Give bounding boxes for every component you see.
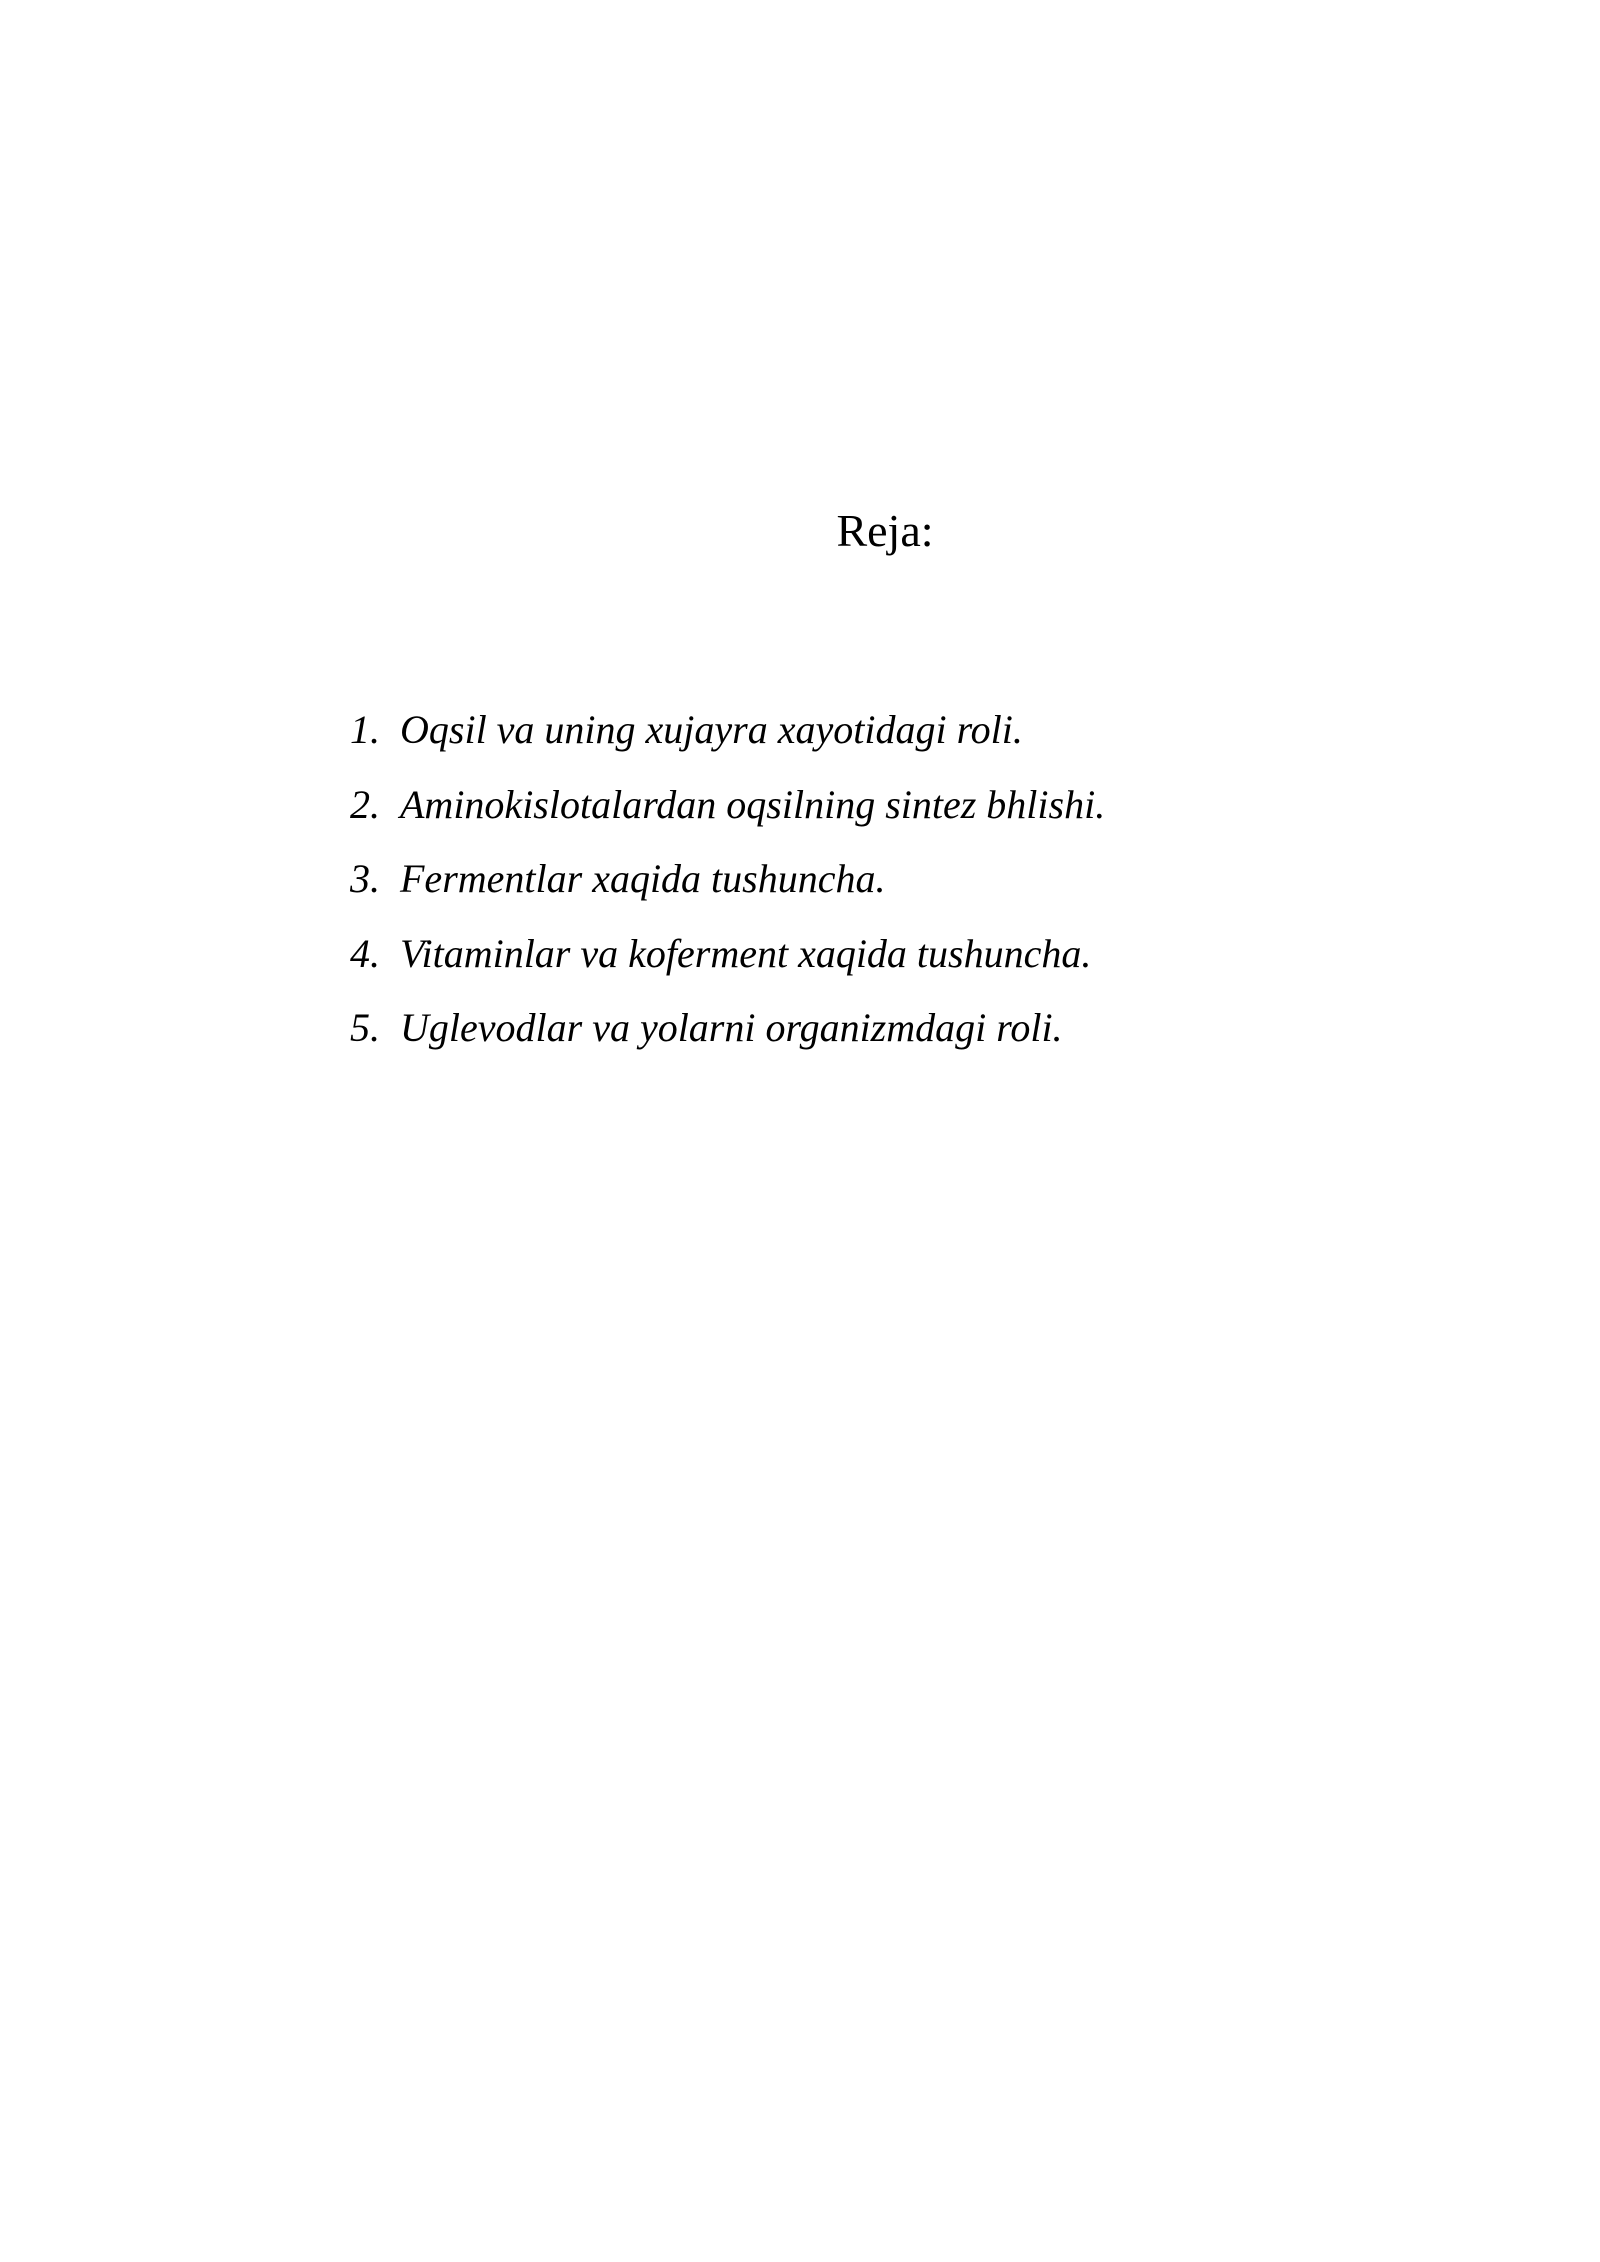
page-title: Reja: <box>836 505 934 556</box>
plan-list <box>350 693 1105 1066</box>
list-item <box>350 768 1105 843</box>
list-item-number: 4. <box>350 930 380 976</box>
list-item-number: 2. <box>350 781 380 827</box>
list-item-text: Aminokislotalardan oqsilning sintez bhlishi. <box>400 781 1106 827</box>
list-item-number: 1. <box>350 707 380 752</box>
list-item <box>350 991 1105 1066</box>
list-item-number: 3. <box>350 856 380 901</box>
list-item <box>350 693 1105 768</box>
list-item-text: Fermentlar xaqida tushuncha. <box>400 856 886 901</box>
list-item-text: Uglevodlar va yolarni organizmdagi roli. <box>400 1005 1063 1050</box>
list-item-text: Oqsil va uning xujayra xayotidagi roli. <box>400 707 1023 752</box>
list-item <box>350 842 1105 917</box>
list-item <box>350 917 1105 992</box>
list-item-text: Vitaminlar va koferment xaqida tushuncha. <box>400 930 1092 976</box>
list-item-number: 5. <box>350 1005 380 1050</box>
